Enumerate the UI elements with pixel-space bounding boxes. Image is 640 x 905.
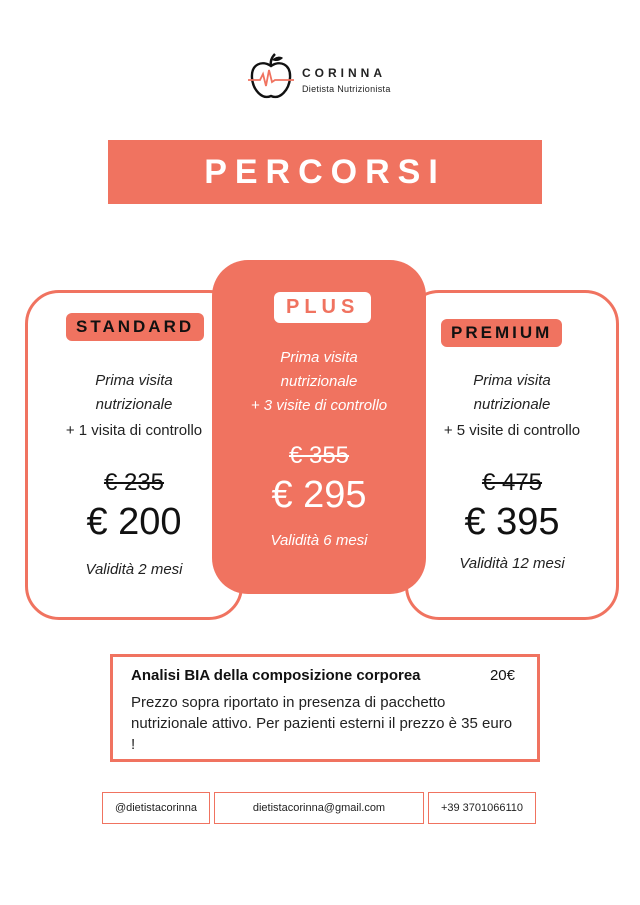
plan-description-premium — [408, 369, 616, 443]
plan-line2: nutrizionale — [280, 373, 358, 390]
plan-description-standard — [28, 369, 240, 443]
contact-phone[interactable]: +39 3701066110 — [428, 792, 536, 824]
validity-premium: Validità 12 mesi — [459, 555, 565, 572]
plan-line3: + 1 visita di controllo — [65, 422, 203, 439]
plan-name-standard: STANDARD — [66, 313, 204, 341]
plan-line1: Prima visita — [473, 372, 551, 389]
brand-logo — [248, 52, 408, 102]
page-title: PERCORSI — [108, 140, 542, 204]
old-price-premium: € 475 — [481, 469, 543, 496]
plan-line3: + 3 visite di controllo — [250, 397, 388, 414]
bia-info-box — [110, 654, 540, 762]
plan-line2: nutrizionale — [95, 396, 173, 413]
contact-email[interactable]: dietistacorinna@gmail.com — [214, 792, 424, 824]
plan-card-plus — [212, 260, 426, 594]
old-price-standard: € 235 — [103, 469, 165, 496]
plan-line2: nutrizionale — [473, 396, 551, 413]
plan-line3: + 5 visite di controllo — [443, 422, 581, 439]
bia-price: 20€ — [489, 667, 515, 684]
old-price-plus: € 355 — [288, 442, 350, 469]
validity-plus: Validità 6 mesi — [270, 532, 368, 549]
bia-title: Analisi BIA della composizione corporea — [131, 667, 421, 684]
plan-line1: Prima visita — [95, 372, 173, 389]
bia-text: Prezzo sopra riportato in presenza di pacchetto nutrizionale attivo. Per pazienti esterni il prezzo è 35 euro ! — [131, 694, 513, 753]
plan-description-plus — [212, 346, 426, 418]
brand-subtitle: Dietista Nutrizionista — [302, 84, 391, 94]
plan-card-premium — [405, 290, 619, 620]
plan-name-premium: PREMIUM — [441, 319, 562, 347]
new-price-plus: € 295 — [271, 474, 367, 516]
validity-standard: Validità 2 mesi — [85, 561, 183, 578]
apple-heartbeat-icon — [248, 52, 294, 102]
new-price-standard: € 200 — [86, 501, 182, 543]
new-price-premium: € 395 — [464, 501, 560, 543]
plan-line1: Prima visita — [280, 349, 358, 366]
contact-social[interactable]: @dietistacorinna — [102, 792, 210, 824]
plan-card-standard — [25, 290, 243, 620]
brand-name: CORINNA — [302, 66, 386, 80]
plan-name-plus: PLUS — [274, 292, 371, 323]
